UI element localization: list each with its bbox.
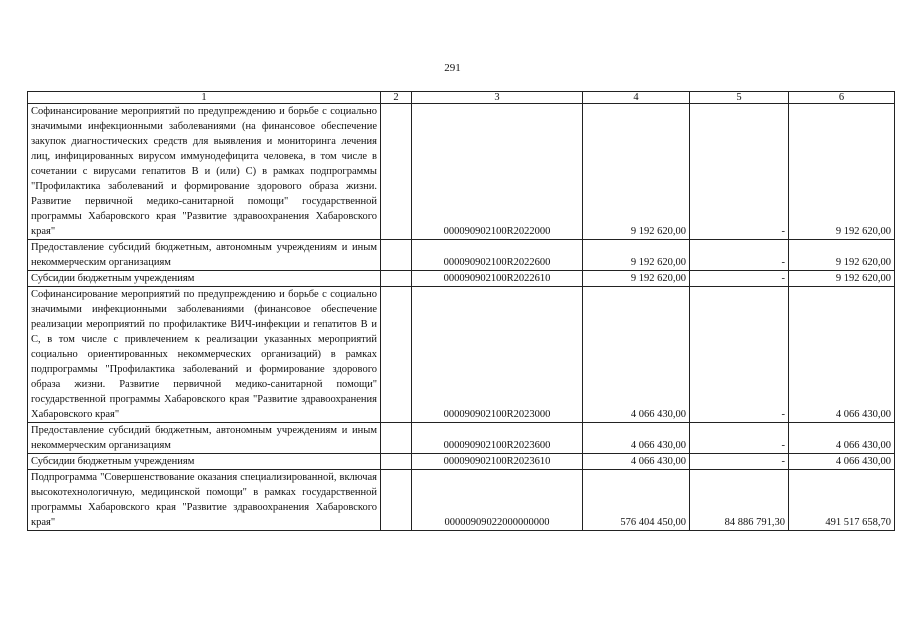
budget-table — [27, 91, 895, 531]
row-col4: 4 066 430,00 — [583, 454, 690, 470]
row-col5: - — [690, 104, 789, 240]
row-col4: 9 192 620,00 — [583, 240, 690, 271]
row-name: Предоставление субсидий бюджетным, автономным учреждениям и иным некоммерческим организациям — [28, 240, 381, 271]
row-col6: 4 066 430,00 — [789, 423, 895, 454]
column-header: 4 — [583, 92, 690, 104]
table-row — [28, 470, 895, 531]
column-header: 1 — [28, 92, 381, 104]
row-col5: - — [690, 271, 789, 287]
column-header: 6 — [789, 92, 895, 104]
row-name: Софинансирование мероприятий по предупреждению и борьбе с социально значимыми инфекционными заболеваниями (на финансовое обеспечение закупок диагностических средств для выявления и мониторинга лечения лиц, инфицированных вирусом иммунодефицита человека, в том числе в сочетании с вирусами гепатитов B и (или) C) в рамках подпрограммы "Профилактика заболеваний и формирование здорового образа жизни. Развитие первичной медико-санитарной помощи" государственной программы Хабаровского края "Развитие здравоохранения Хабаровского края" — [28, 104, 381, 240]
row-col2 — [381, 287, 412, 423]
page-number: 291 — [444, 62, 461, 74]
row-col5: 84 886 791,30 — [690, 470, 789, 531]
row-col6: 4 066 430,00 — [789, 454, 895, 470]
row-code: 000090902100R2022610 — [412, 271, 583, 287]
row-col4: 576 404 450,00 — [583, 470, 690, 531]
row-col2 — [381, 240, 412, 271]
table-row — [28, 287, 895, 423]
row-col6: 4 066 430,00 — [789, 287, 895, 423]
row-col2 — [381, 470, 412, 531]
table-header-row — [28, 92, 895, 104]
column-header: 2 — [381, 92, 412, 104]
row-col4: 4 066 430,00 — [583, 423, 690, 454]
row-col4: 9 192 620,00 — [583, 104, 690, 240]
row-col5: - — [690, 423, 789, 454]
row-code: 000090902100R2023600 — [412, 423, 583, 454]
column-header: 3 — [412, 92, 583, 104]
row-col6: 9 192 620,00 — [789, 104, 895, 240]
row-name: Субсидии бюджетным учреждениям — [28, 271, 381, 287]
table-row — [28, 104, 895, 240]
row-col5: - — [690, 454, 789, 470]
table-row — [28, 423, 895, 454]
row-col4: 4 066 430,00 — [583, 287, 690, 423]
table-row — [28, 240, 895, 271]
row-name: Подпрограмма "Совершенствование оказания специализированной, включая высокотехнологичную, медицинской помощи" в рамках государственной программы Хабаровского края "Развитие здравоохранения Хабаровского края" — [28, 470, 381, 531]
row-name: Субсидии бюджетным учреждениям — [28, 454, 381, 470]
row-code: 000090902100R2022000 — [412, 104, 583, 240]
table-row — [28, 271, 895, 287]
row-col6: 9 192 620,00 — [789, 271, 895, 287]
row-col6: 491 517 658,70 — [789, 470, 895, 531]
column-header: 5 — [690, 92, 789, 104]
row-code: 00000909022000000000 — [412, 470, 583, 531]
row-code: 000090902100R2022600 — [412, 240, 583, 271]
row-col2 — [381, 104, 412, 240]
row-name: Предоставление субсидий бюджетным, автономным учреждениям и иным некоммерческим организациям — [28, 423, 381, 454]
row-col2 — [381, 454, 412, 470]
row-code: 000090902100R2023000 — [412, 287, 583, 423]
row-col5: - — [690, 287, 789, 423]
row-name: Софинансирование мероприятий по предупреждению и борьбе с социально значимыми инфекционными заболеваниями (финансовое обеспечение реализации мероприятий по профилактике ВИЧ-инфекции и гепатитов B и C, в том числе с привлечением к реализации указанных мероприятий социально ориентированных некоммерческих организаций) в рамках подпрограммы "Профилактика заболеваний и формирование здорового образа жизни. Развитие первичной медико-санитарной помощи" государственной программы Хабаровского края "Развитие здравоохранения Хабаровского края" — [28, 287, 381, 423]
table-row — [28, 454, 895, 470]
row-col6: 9 192 620,00 — [789, 240, 895, 271]
row-col4: 9 192 620,00 — [583, 271, 690, 287]
row-col2 — [381, 271, 412, 287]
row-col5: - — [690, 240, 789, 271]
row-code: 000090902100R2023610 — [412, 454, 583, 470]
row-col2 — [381, 423, 412, 454]
